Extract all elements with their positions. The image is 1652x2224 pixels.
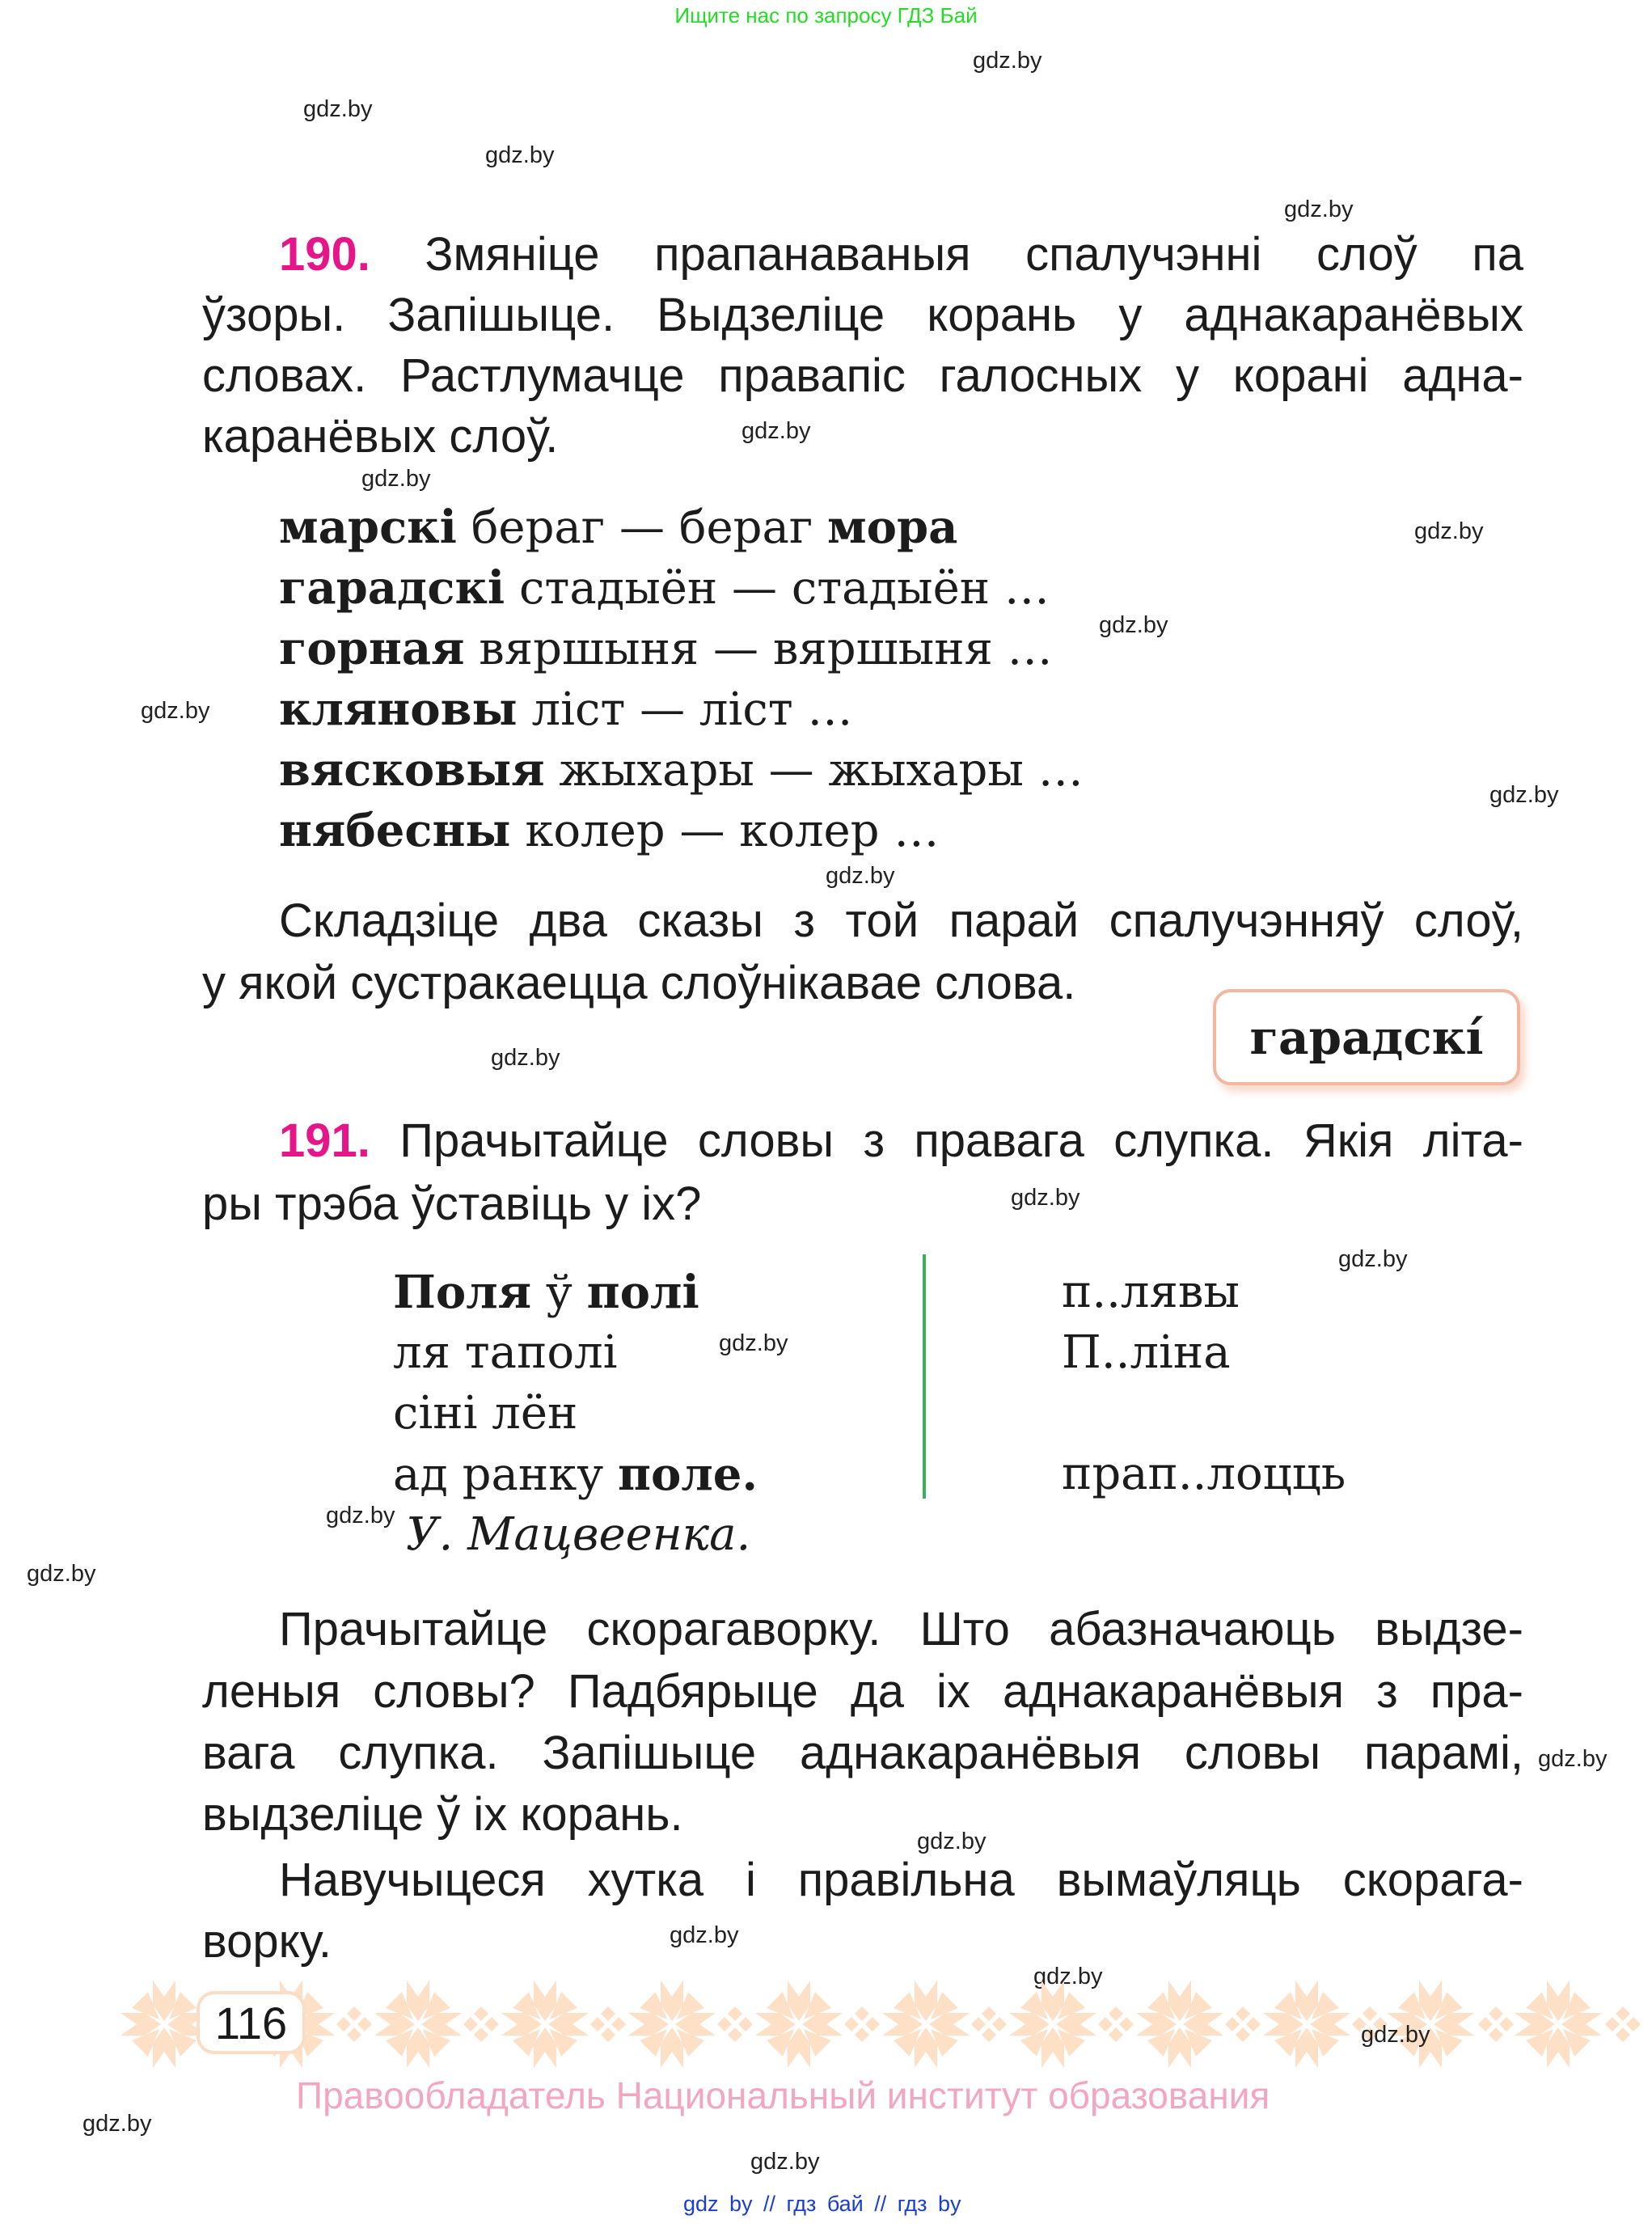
exercise-190-line-3: словах. Растлумачце правапіс галосных у корані адна- xyxy=(202,349,1523,402)
site-links[interactable]: gdz by // гдз бай // гдз by xyxy=(683,2192,961,2216)
pair-text: бераг — бераг xyxy=(456,501,827,554)
highlighted-word: Поля xyxy=(393,1266,532,1319)
word-pair xyxy=(279,499,957,556)
exercise-190-task-line-1: Складзіце два сказы з той парай спалучэнняў слоў, xyxy=(279,894,1523,947)
fill-in-word: п..лявы xyxy=(1062,1266,1240,1318)
watermark: gdz.by xyxy=(1414,518,1484,544)
exercise-191-task-line-1: Прачытайце скорагаворку. Што абазначаюць выдзе- xyxy=(279,1603,1523,1655)
exercise-190-task-line-2: у якой сустракаецца слоўнікавае слова. xyxy=(202,957,1076,1009)
pair-text: вяршыня — вяршыня … xyxy=(464,623,1053,675)
poem-text: ў xyxy=(531,1266,587,1319)
watermark: gdz.by xyxy=(491,1045,560,1071)
watermark: gdz.by xyxy=(1033,1964,1103,1989)
exercise-190-line-1 xyxy=(279,226,1523,283)
exercise-190-line-4: каранёвых слоў. xyxy=(202,410,559,463)
watermark: gdz.by xyxy=(750,2149,820,2175)
watermark: gdz.by xyxy=(485,142,555,168)
poem-author: У. Мацвеенка. xyxy=(406,1508,751,1561)
adjective: кляновы xyxy=(279,683,518,736)
watermark: gdz.by xyxy=(1011,1185,1080,1211)
watermark: gdz.by xyxy=(826,863,895,889)
word-pair xyxy=(279,742,1084,799)
column-divider xyxy=(923,1254,926,1499)
watermark: gdz.by xyxy=(917,1829,987,1854)
watermark: gdz.by xyxy=(1338,1246,1408,1272)
watermark: gdz.by xyxy=(1489,782,1559,808)
poem-line: ля таполі xyxy=(393,1326,618,1379)
word-pair xyxy=(279,560,1050,617)
word-pair xyxy=(279,802,939,860)
exercise-191-task-line-6: ворку. xyxy=(202,1915,332,1968)
exercise-191-task-line-5: Навучыцеся хутка і правільна вымаўляць скорага- xyxy=(279,1854,1523,1906)
noun-target: мора xyxy=(826,501,958,554)
adjective: нябесны xyxy=(279,804,511,857)
adjective: горная xyxy=(279,622,465,675)
watermark: gdz.by xyxy=(141,698,210,724)
exercise-191-task-line-3: вага слупка. Запішыце аднакаранёвыя словы парамі, xyxy=(202,1727,1523,1779)
watermark: gdz.by xyxy=(670,1922,739,1948)
exercise-191-line-2: ры трэба ўставіць у іх? xyxy=(202,1178,702,1230)
watermark: gdz.by xyxy=(719,1330,788,1356)
watermark: gdz.by xyxy=(1284,197,1354,222)
watermark: gdz.by xyxy=(1538,1746,1608,1772)
watermark: gdz.by xyxy=(27,1561,96,1587)
page-number-box xyxy=(196,1991,306,2054)
copyright-notice: Правообладатель Национальный институт образования xyxy=(296,2074,1270,2116)
pair-text: жыхары — жыхары … xyxy=(544,744,1084,797)
pair-text: ліст — ліст … xyxy=(517,683,853,736)
watermark: gdz.by xyxy=(1361,2022,1430,2048)
word-pair xyxy=(279,620,1053,678)
poem-line: сіні лён xyxy=(393,1387,578,1440)
adjective: вясковыя xyxy=(279,743,545,797)
exercise-191-task-line-4: выдзеліце ў іх корань. xyxy=(202,1788,683,1841)
watermark: gdz.by xyxy=(326,1503,395,1528)
poem-line xyxy=(393,1264,699,1321)
exercise-191-line-1 xyxy=(279,1113,1523,1169)
exercise-190-line-2: ўзоры. Запішыце. Выдзеліце корань у аднакаранёвых xyxy=(202,289,1523,341)
word-pair xyxy=(279,681,853,738)
exercise-number: 190. xyxy=(279,228,370,281)
highlighted-word: полі xyxy=(586,1266,699,1319)
dictionary-word-card xyxy=(1213,989,1520,1085)
search-banner: Ищите нас по запросу ГДЗ Бай xyxy=(674,3,978,27)
fill-in-word: прап..лоцць xyxy=(1062,1448,1346,1500)
watermark: gdz.by xyxy=(361,466,431,492)
fill-in-word: П..ліна xyxy=(1062,1326,1231,1379)
pair-text: колер — колер … xyxy=(510,805,940,857)
poem-text: ад ранку xyxy=(393,1448,618,1501)
pair-text: стадыён — стадыён … xyxy=(505,562,1050,615)
adjective: марскі xyxy=(279,501,457,554)
highlighted-word: поле. xyxy=(617,1448,758,1501)
page-number: 116 xyxy=(214,1997,288,2049)
instruction-text: Змяніце прапанаваныя спалучэнні слоў па xyxy=(425,228,1523,281)
poem-line xyxy=(393,1446,758,1503)
watermark: gdz.by xyxy=(303,96,373,122)
exercise-number: 191. xyxy=(279,1114,370,1167)
watermark: gdz.by xyxy=(973,48,1042,74)
dictionary-word: гарадскі́ xyxy=(1249,1009,1484,1065)
watermark: gdz.by xyxy=(741,418,811,444)
exercise-191-task-line-2: леныя словы? Падбярыце да іх аднакаранёвыя з пра- xyxy=(202,1665,1523,1718)
adjective: гарадскі xyxy=(279,561,505,615)
watermark: gdz.by xyxy=(82,2111,152,2137)
watermark: gdz.by xyxy=(1099,612,1168,638)
instruction-text: Прачытайце словы з правага слупка. Якія літа- xyxy=(399,1114,1523,1167)
